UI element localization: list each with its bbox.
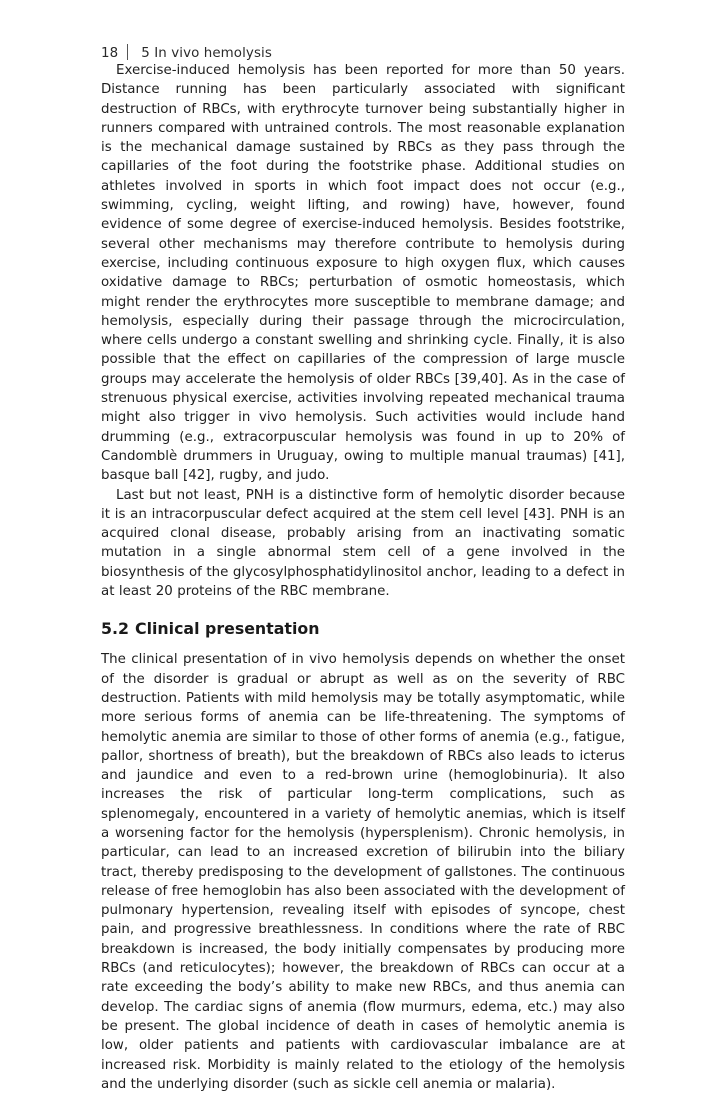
- paragraph-pnh: Last but not least, PNH is a distinctive form of hemolytic disorder because it is an intracorpuscular defect acquired at the stem cell level [43]. PNH is an acquired clonal disease, probably arising from an inactivating somatic mutation in a single abnormal stem cell of a gene involved in the biosynthesis of the glycosylphosphatidylinositol anchor, leading to a defect in at least 20 proteins of the RBC membrane.: [101, 487, 625, 600]
- paragraph-clinical-presentation: The clinical presentation of in vivo hemolysis depends on whether the onset of the disorder is gradual or abrupt as well as on the severity of RBC destruction. Patients with mild hemolysis may be totally asymptomatic, while more serious forms of anemia can be life-threatening. The symptoms of hemolytic anemia are similar to those of other forms of anemia (e.g., fatigue, pallor, shortness of breath), but the breakdown of RBCs also leads to icterus and jaundice and even to a red-brown urine (hemoglobinuria). It also increases the risk of particular long-term complications, such as splenomegaly, encountered in a variety of hemolytic anemias, which is itself a worsening factor for the hemolysis (hypersplenism). Chronic hemolysis, in particular, can lead to an increased excretion of bilirubin into the biliary tract, thereby predisposing to the development of gallstones. The continuous release of free hemoglobin has also been associated with the development of pulmonary hypertension, revealing itself with episodes of syncope, chest pain, and progressive breathlessness. In conditions where the rate of RBC breakdown is increased, the body initially compensates by producing more RBCs (and reticulocytes); however, the breakdown of RBCs can occur at a rate exceeding the body’s ability to make new RBCs, and thus anemia can develop. The cardiac signs of anemia (flow murmurs, edema, etc.) may also be present. The global incidence of death in cases of hemolytic anemia is low, older patients and patients with cardiovascular imbalance are at increased risk. Morbidity is mainly related to the etiology of the hemolysis and the underlying disorder (such as sickle cell anemia or malaria).: [101, 652, 625, 1092]
- header-divider: [127, 44, 128, 60]
- section-heading: [101, 619, 625, 639]
- paragraph-exercise-hemolysis: Exercise-induced hemolysis has been reported for more than 50 years. Distance running has been particularly associated with significant destruction of RBCs, with erythrocyte turnover being substantially higher in runners compared with untrained controls. The most reasonable explanation is the mechanical damage sustained by RBCs as they pass through the capillaries of the foot during the footstrike phase. Additional studies on athletes involved in sports in which foot impact does not occur (e.g., swimming, cycling, weight lifting, and rowing) have, however, found evidence of some degree of exercise-induced hemolysis. Besides footstrike, several other mechanisms may therefore contribute to hemolysis during exercise, including continuous exposure to high oxygen flux, which causes oxidative damage to RBCs; perturbation of osmotic homeostasis, which might render the erythrocytes more susceptible to membrane damage; and hemolysis, especially during their passage through the microcirculation, where cells undergo a constant swelling and shrinking cycle. Finally, it is also possible that the effect on capillaries of the compression of large muscle groups may accelerate the hemolysis of older RBCs [39,40]. As in the case of strenuous physical exercise, activities involving repeated mechanical trauma might also trigger in vivo hemolysis. Such activities would include hand drumming (e.g., extracorpuscular hemolysis was found in up to 20% of Candomblè drummers in Uruguay, owing to multiple manual traumas) [41], basque ball [42], rugby, and judo.: [101, 63, 625, 484]
- running-header: [101, 44, 272, 61]
- page-body: [101, 61, 625, 1094]
- section-title: Clinical presentation: [134, 619, 320, 639]
- page-number: 18: [101, 46, 119, 61]
- chapter-title: 5 In vivo hemolysis: [141, 46, 272, 61]
- section-number: 5.2: [101, 619, 129, 639]
